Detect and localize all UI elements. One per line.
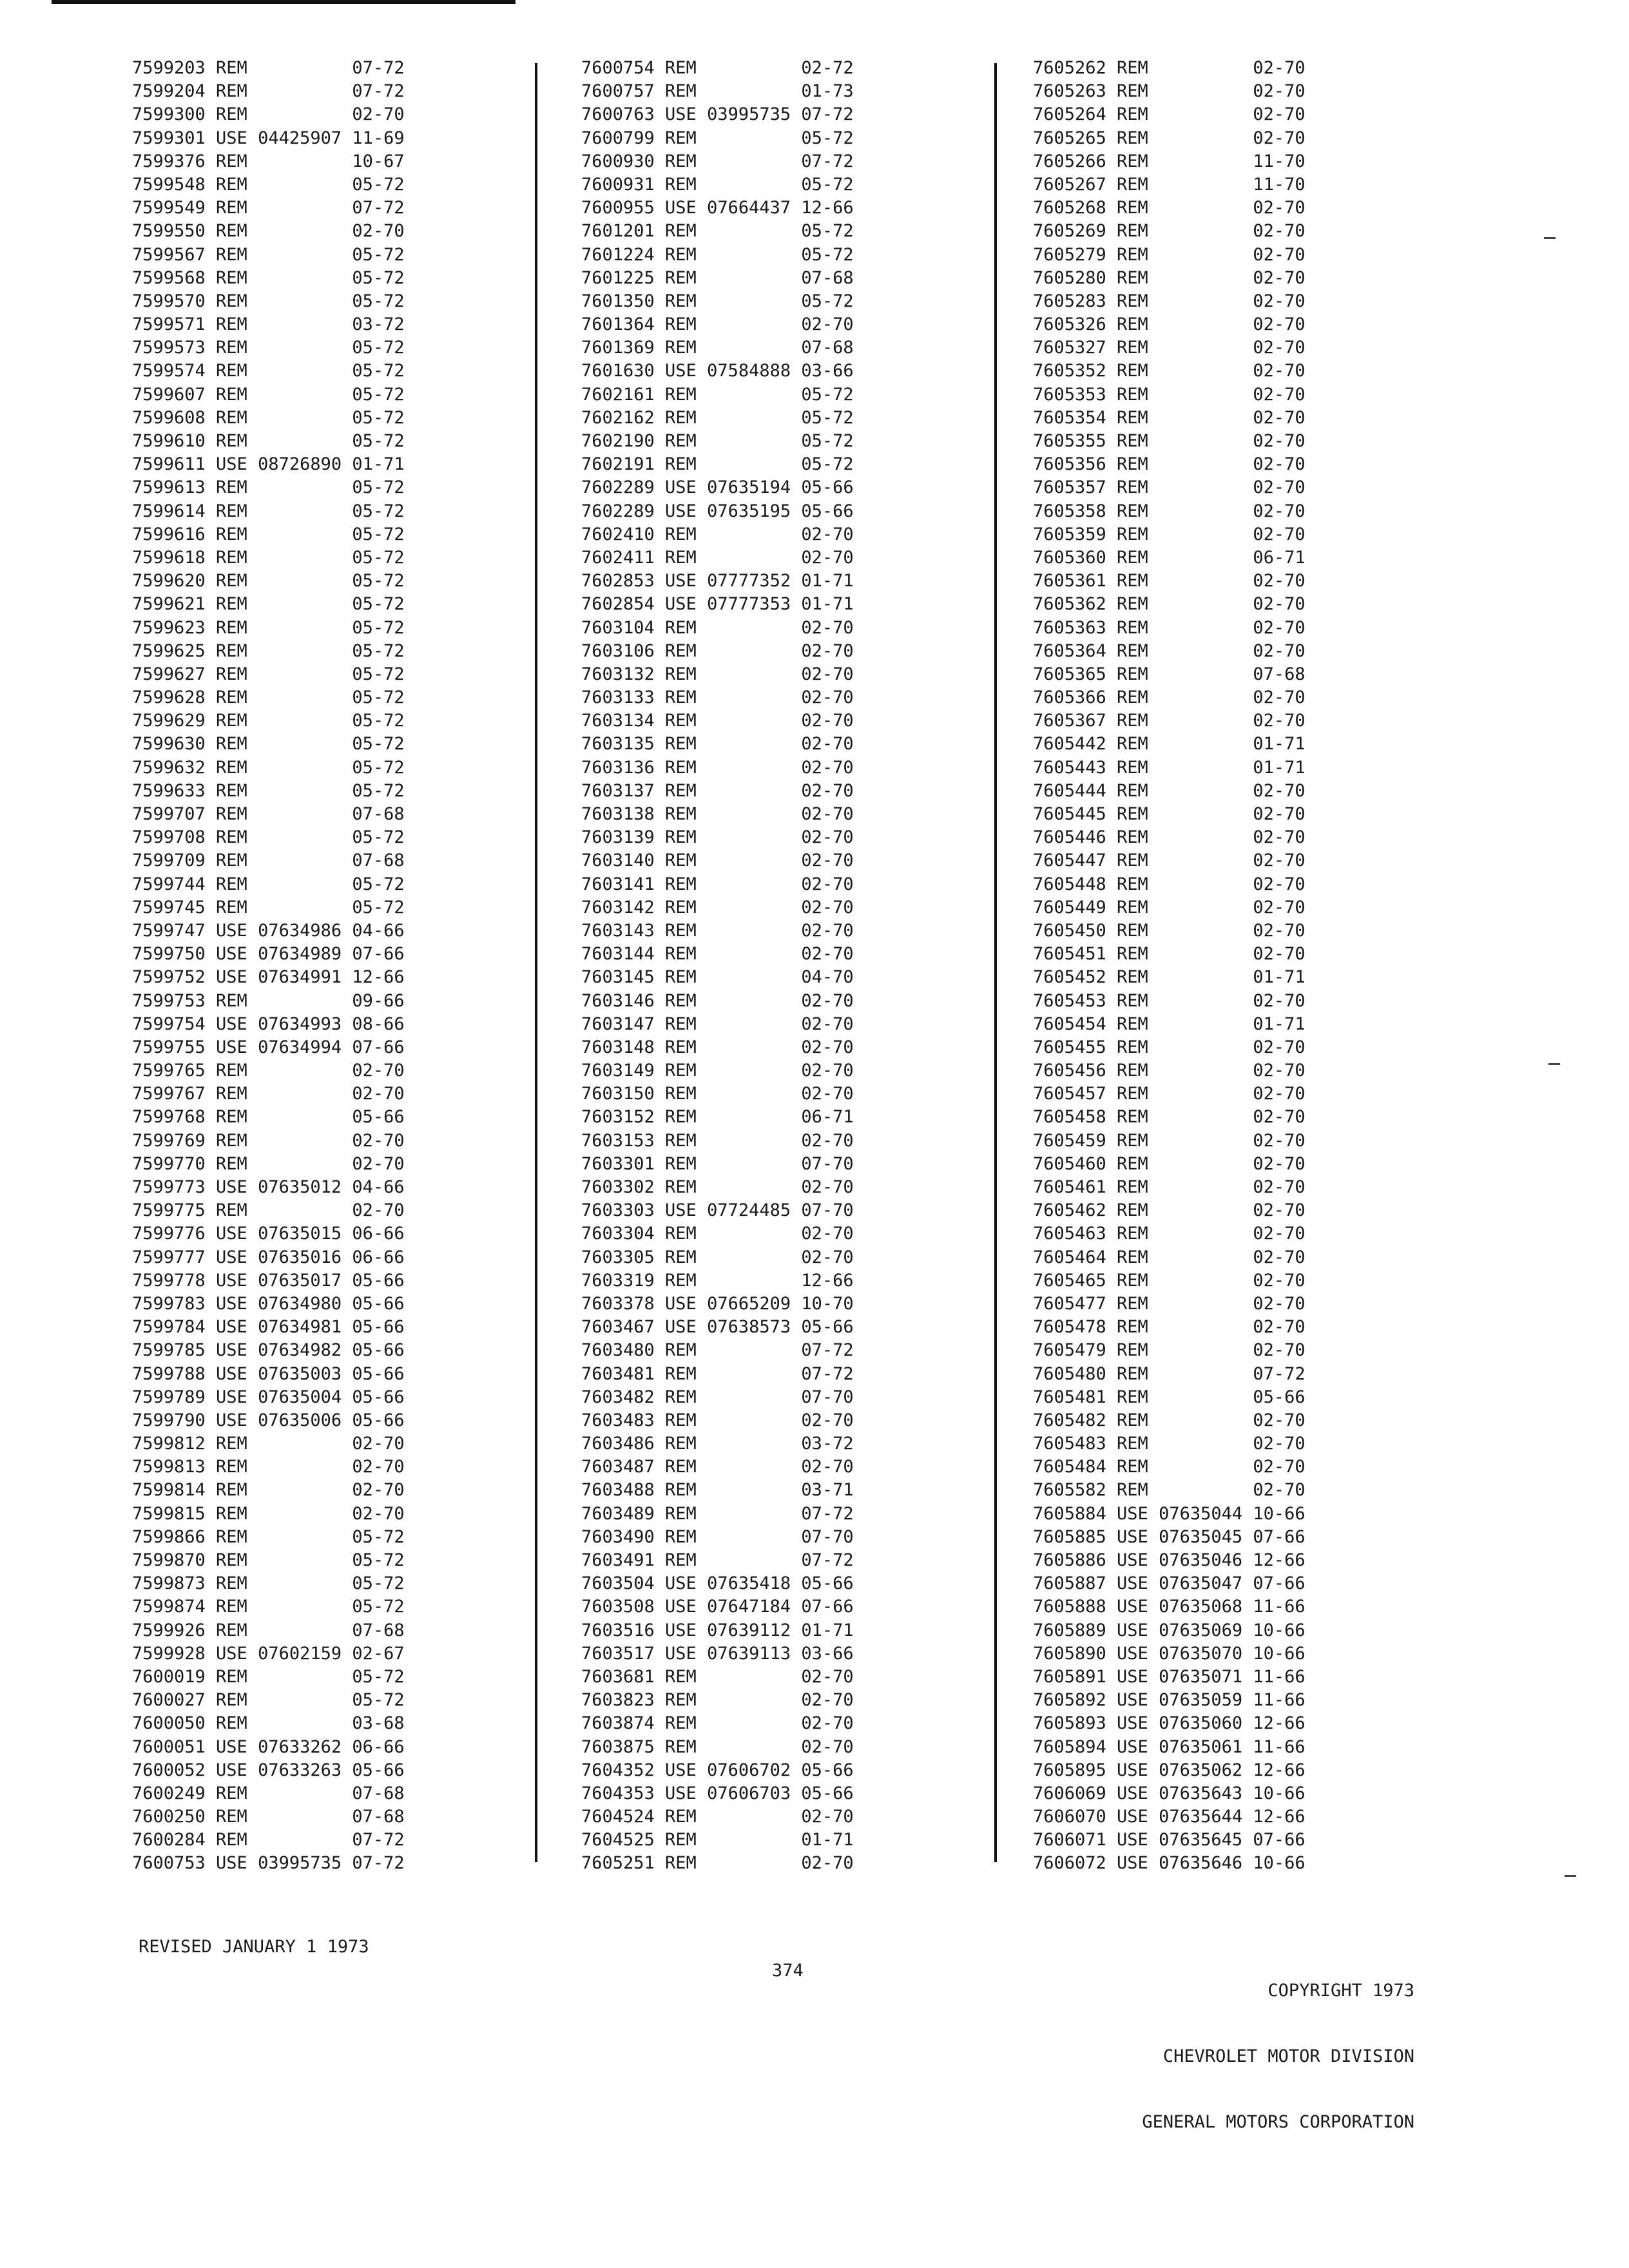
part-row: 7599747 USE 07634986 04-66 — [132, 920, 405, 941]
part-row: 7603133 REM 02-70 — [581, 687, 854, 708]
part-row: 7606069 USE 07635643 10-66 — [1033, 1783, 1306, 1803]
part-row: 7603136 REM 02-70 — [581, 757, 854, 778]
part-row: 7605365 REM 07-68 — [1033, 664, 1306, 684]
part-row: 7605358 REM 02-70 — [1033, 501, 1306, 521]
part-row: 7605279 REM 02-70 — [1033, 244, 1306, 265]
part-row: 7605890 USE 07635070 10-66 — [1033, 1643, 1306, 1664]
part-row: 7599633 REM 05-72 — [132, 780, 405, 801]
part-row: 7599775 REM 02-70 — [132, 1200, 405, 1221]
part-row: 7605894 USE 07635061 11-66 — [1033, 1736, 1306, 1757]
part-row: 7599745 REM 05-72 — [132, 897, 405, 918]
part-row: 7603481 REM 07-72 — [581, 1363, 854, 1384]
part-row: 7599866 REM 05-72 — [132, 1526, 405, 1547]
part-row: 7599707 REM 07-68 — [132, 804, 405, 824]
margin-mark — [1565, 1875, 1576, 1877]
part-row: 7599568 REM 05-72 — [132, 267, 405, 288]
part-row: 7606071 USE 07635645 07-66 — [1033, 1830, 1306, 1850]
part-row: 7605455 REM 02-70 — [1033, 1037, 1306, 1057]
part-row: 7605267 REM 11-70 — [1033, 174, 1306, 195]
part-row: 7605353 REM 02-70 — [1033, 384, 1306, 405]
part-row: 7599611 USE 08726890 01-71 — [132, 454, 405, 475]
part-row: 7599790 USE 07635006 05-66 — [132, 1410, 405, 1430]
part-row: 7599629 REM 05-72 — [132, 711, 405, 731]
part-row: 7600799 REM 05-72 — [581, 128, 854, 148]
part-row: 7605357 REM 02-70 — [1033, 477, 1306, 498]
part-row: 7599567 REM 05-72 — [132, 244, 405, 265]
part-row: 7599574 REM 05-72 — [132, 361, 405, 381]
part-row: 7605458 REM 02-70 — [1033, 1107, 1306, 1128]
part-row: 7600027 REM 05-72 — [132, 1690, 405, 1711]
part-row: 7599301 USE 04425907 11-69 — [132, 128, 405, 148]
part-row: 7601201 REM 05-72 — [581, 221, 854, 242]
part-row: 7599753 REM 09-66 — [132, 990, 405, 1011]
part-row: 7603483 REM 02-70 — [581, 1410, 854, 1430]
corporation-line: GENERAL MOTORS CORPORATION — [1142, 2112, 1414, 2132]
part-row: 7605479 REM 02-70 — [1033, 1340, 1306, 1361]
part-row: 7599620 REM 05-72 — [132, 571, 405, 591]
part-row: 7599770 REM 02-70 — [132, 1153, 405, 1174]
part-row: 7605461 REM 02-70 — [1033, 1177, 1306, 1197]
part-row: 7602190 REM 05-72 — [581, 431, 854, 451]
part-row: 7599300 REM 02-70 — [132, 104, 405, 125]
part-row: 7605452 REM 01-71 — [1033, 967, 1306, 988]
top-rule — [52, 0, 516, 4]
part-row: 7600050 REM 03-68 — [132, 1713, 405, 1734]
margin-mark — [1548, 1063, 1560, 1065]
part-row: 7605462 REM 02-70 — [1033, 1200, 1306, 1221]
part-row: 7603875 REM 02-70 — [581, 1736, 854, 1757]
part-row: 7601369 REM 07-68 — [581, 338, 854, 358]
part-row: 7600250 REM 07-68 — [132, 1807, 405, 1827]
part-row: 7605477 REM 02-70 — [1033, 1293, 1306, 1314]
part-row: 7603153 REM 02-70 — [581, 1130, 854, 1151]
part-row: 7603137 REM 02-70 — [581, 780, 854, 801]
part-row: 7605449 REM 02-70 — [1033, 897, 1306, 918]
copyright-block — [1142, 1936, 1414, 2155]
part-row: 7605460 REM 02-70 — [1033, 1153, 1306, 1174]
part-row: 7599614 REM 05-72 — [132, 501, 405, 521]
part-row: 7602853 USE 07777352 01-71 — [581, 571, 854, 591]
part-row: 7599755 USE 07634994 07-66 — [132, 1037, 405, 1057]
part-row: 7603148 REM 02-70 — [581, 1037, 854, 1057]
part-row: 7605465 REM 02-70 — [1033, 1270, 1306, 1291]
part-row: 7605886 USE 07635046 12-66 — [1033, 1550, 1306, 1570]
part-row: 7599607 REM 05-72 — [132, 384, 405, 405]
part-row: 7605265 REM 02-70 — [1033, 128, 1306, 148]
part-row: 7602162 REM 05-72 — [581, 407, 854, 428]
part-row: 7603489 REM 07-72 — [581, 1503, 854, 1524]
part-row: 7599610 REM 05-72 — [132, 431, 405, 451]
part-row: 7599632 REM 05-72 — [132, 757, 405, 778]
part-row: 7605464 REM 02-70 — [1033, 1247, 1306, 1267]
column-divider-2 — [994, 63, 997, 1862]
part-row: 7603467 USE 07638573 05-66 — [581, 1317, 854, 1338]
part-row: 7599204 REM 07-72 — [132, 81, 405, 102]
part-row: 7603874 REM 02-70 — [581, 1713, 854, 1734]
part-row: 7603516 USE 07639112 01-71 — [581, 1620, 854, 1640]
part-row: 7601350 REM 05-72 — [581, 291, 854, 311]
part-row: 7605451 REM 02-70 — [1033, 944, 1306, 965]
part-row: 7601225 REM 07-68 — [581, 267, 854, 288]
part-row: 7600955 USE 07664437 12-66 — [581, 198, 854, 218]
part-row: 7599815 REM 02-70 — [132, 1503, 405, 1524]
part-row: 7603106 REM 02-70 — [581, 640, 854, 661]
part-row: 7599549 REM 07-72 — [132, 198, 405, 218]
part-row: 7605453 REM 02-70 — [1033, 990, 1306, 1011]
part-row: 7603146 REM 02-70 — [581, 990, 854, 1011]
part-row: 7603378 USE 07665209 10-70 — [581, 1293, 854, 1314]
part-row: 7605889 USE 07635069 10-66 — [1033, 1620, 1306, 1640]
part-row: 7602161 REM 05-72 — [581, 384, 854, 405]
part-row: 7603304 REM 02-70 — [581, 1224, 854, 1244]
part-row: 7599870 REM 05-72 — [132, 1550, 405, 1570]
part-row: 7603488 REM 03-71 — [581, 1480, 854, 1501]
part-row: 7603144 REM 02-70 — [581, 944, 854, 965]
part-row: 7605283 REM 02-70 — [1033, 291, 1306, 311]
part-row: 7605582 REM 02-70 — [1033, 1480, 1306, 1501]
margin-mark — [1544, 237, 1556, 239]
part-row: 7605364 REM 02-70 — [1033, 640, 1306, 661]
part-row: 7602410 REM 02-70 — [581, 524, 854, 544]
part-row: 7605443 REM 01-71 — [1033, 757, 1306, 778]
part-row: 7599550 REM 02-70 — [132, 221, 405, 242]
part-row: 7599778 USE 07635017 05-66 — [132, 1270, 405, 1291]
part-row: 7599548 REM 05-72 — [132, 174, 405, 195]
part-row: 7605891 USE 07635071 11-66 — [1033, 1666, 1306, 1687]
part-row: 7605888 USE 07635068 11-66 — [1033, 1597, 1306, 1617]
part-row: 7605892 USE 07635059 11-66 — [1033, 1690, 1306, 1711]
part-row: 7605264 REM 02-70 — [1033, 104, 1306, 125]
part-row: 7605262 REM 02-70 — [1033, 58, 1306, 78]
parts-column-3 — [1033, 57, 1306, 1876]
part-row: 7599623 REM 05-72 — [132, 617, 405, 638]
part-row: 7599752 USE 07634991 12-66 — [132, 967, 405, 988]
part-row: 7600757 REM 01-73 — [581, 81, 854, 102]
part-row: 7599785 USE 07634982 05-66 — [132, 1340, 405, 1361]
part-row: 7599616 REM 05-72 — [132, 524, 405, 544]
part-row: 7599812 REM 02-70 — [132, 1434, 405, 1454]
part-row: 7600931 REM 05-72 — [581, 174, 854, 195]
part-row: 7599789 USE 07635004 05-66 — [132, 1387, 405, 1407]
part-row: 7599768 REM 05-66 — [132, 1107, 405, 1128]
part-row: 7603140 REM 02-70 — [581, 850, 854, 871]
part-row: 7605445 REM 02-70 — [1033, 804, 1306, 824]
part-row: 7604524 REM 02-70 — [581, 1807, 854, 1827]
part-row: 7599628 REM 05-72 — [132, 687, 405, 708]
part-row: 7599618 REM 05-72 — [132, 547, 405, 568]
part-row: 7605360 REM 06-71 — [1033, 547, 1306, 568]
part-row: 7599873 REM 05-72 — [132, 1573, 405, 1594]
part-row: 7605367 REM 02-70 — [1033, 711, 1306, 731]
part-row: 7605355 REM 02-70 — [1033, 431, 1306, 451]
part-row: 7599630 REM 05-72 — [132, 734, 405, 754]
part-row: 7605359 REM 02-70 — [1033, 524, 1306, 544]
part-row: 7599754 USE 07634993 08-66 — [132, 1014, 405, 1034]
part-row: 7605463 REM 02-70 — [1033, 1224, 1306, 1244]
part-row: 7600930 REM 07-72 — [581, 151, 854, 171]
part-row: 7603145 REM 04-70 — [581, 967, 854, 988]
part-row: 7605887 USE 07635047 07-66 — [1033, 1573, 1306, 1594]
part-row: 7605447 REM 02-70 — [1033, 850, 1306, 871]
part-row: 7605895 USE 07635062 12-66 — [1033, 1760, 1306, 1780]
part-row: 7599708 REM 05-72 — [132, 827, 405, 848]
column-divider-1 — [535, 63, 537, 1862]
part-row: 7605459 REM 02-70 — [1033, 1130, 1306, 1151]
part-row: 7605885 USE 07635045 07-66 — [1033, 1526, 1306, 1547]
part-row: 7605361 REM 02-70 — [1033, 571, 1306, 591]
part-row: 7599776 USE 07635015 06-66 — [132, 1224, 405, 1244]
part-row: 7603681 REM 02-70 — [581, 1666, 854, 1687]
part-row: 7605478 REM 02-70 — [1033, 1317, 1306, 1338]
part-row: 7599621 REM 05-72 — [132, 594, 405, 615]
part-row: 7602289 USE 07635194 05-66 — [581, 477, 854, 498]
part-row: 7600051 USE 07633262 06-66 — [132, 1736, 405, 1757]
part-row: 7599777 USE 07635016 06-66 — [132, 1247, 405, 1267]
part-row: 7599874 REM 05-72 — [132, 1597, 405, 1617]
part-row: 7602411 REM 02-70 — [581, 547, 854, 568]
part-row: 7603490 REM 07-70 — [581, 1526, 854, 1547]
part-row: 7603149 REM 02-70 — [581, 1061, 854, 1081]
part-row: 7605326 REM 02-70 — [1033, 314, 1306, 335]
part-row: 7606070 USE 07635644 12-66 — [1033, 1807, 1306, 1827]
part-row: 7599709 REM 07-68 — [132, 850, 405, 871]
part-row: 7601224 REM 05-72 — [581, 244, 854, 265]
part-row: 7600284 REM 07-72 — [132, 1830, 405, 1850]
revision-note: REVISED JANUARY 1 1973 — [139, 1937, 369, 1957]
part-row: 7605450 REM 02-70 — [1033, 920, 1306, 941]
part-row: 7599608 REM 05-72 — [132, 407, 405, 428]
part-row: 7603504 USE 07635418 05-66 — [581, 1573, 854, 1594]
part-row: 7603823 REM 02-70 — [581, 1690, 854, 1711]
part-row: 7605480 REM 07-72 — [1033, 1363, 1306, 1384]
part-row: 7599773 USE 07635012 04-66 — [132, 1177, 405, 1197]
part-row: 7602191 REM 05-72 — [581, 454, 854, 475]
part-row: 7605456 REM 02-70 — [1033, 1061, 1306, 1081]
part-row: 7604352 USE 07606702 05-66 — [581, 1760, 854, 1780]
part-row: 7599926 REM 07-68 — [132, 1620, 405, 1640]
part-row: 7601364 REM 02-70 — [581, 314, 854, 335]
part-row: 7605251 REM 02-70 — [581, 1853, 854, 1874]
part-row: 7599928 USE 07602159 02-67 — [132, 1643, 405, 1664]
page-number: 374 — [772, 1961, 804, 1981]
part-row: 7599784 USE 07634981 05-66 — [132, 1317, 405, 1338]
part-row: 7603305 REM 02-70 — [581, 1247, 854, 1267]
part-row: 7600052 USE 07633263 05-66 — [132, 1760, 405, 1780]
part-row: 7605884 USE 07635044 10-66 — [1033, 1503, 1306, 1524]
part-row: 7603301 REM 07-70 — [581, 1153, 854, 1174]
part-row: 7603138 REM 02-70 — [581, 804, 854, 824]
part-row: 7603134 REM 02-70 — [581, 711, 854, 731]
part-row: 7603302 REM 02-70 — [581, 1177, 854, 1197]
part-row: 7605484 REM 02-70 — [1033, 1457, 1306, 1477]
part-row: 7605442 REM 01-71 — [1033, 734, 1306, 754]
part-row: 7605363 REM 02-70 — [1033, 617, 1306, 638]
part-row: 7599571 REM 03-72 — [132, 314, 405, 335]
part-row: 7603486 REM 03-72 — [581, 1434, 854, 1454]
part-row: 7605268 REM 02-70 — [1033, 198, 1306, 218]
part-row: 7605481 REM 05-66 — [1033, 1387, 1306, 1407]
part-row: 7605327 REM 02-70 — [1033, 338, 1306, 358]
part-row: 7600763 USE 03995735 07-72 — [581, 104, 854, 125]
part-row: 7599570 REM 05-72 — [132, 291, 405, 311]
part-row: 7605263 REM 02-70 — [1033, 81, 1306, 102]
part-row: 7604353 USE 07606703 05-66 — [581, 1783, 854, 1803]
part-row: 7605454 REM 01-71 — [1033, 1014, 1306, 1034]
part-row: 7599814 REM 02-70 — [132, 1480, 405, 1501]
part-row: 7605352 REM 02-70 — [1033, 361, 1306, 381]
part-row: 7605362 REM 02-70 — [1033, 594, 1306, 615]
part-row: 7603143 REM 02-70 — [581, 920, 854, 941]
parts-column-1 — [132, 57, 405, 1876]
part-row: 7599788 USE 07635003 05-66 — [132, 1363, 405, 1384]
part-row: 7605457 REM 02-70 — [1033, 1084, 1306, 1104]
part-row: 7599627 REM 05-72 — [132, 664, 405, 684]
part-row: 7599203 REM 07-72 — [132, 58, 405, 78]
part-row: 7599765 REM 02-70 — [132, 1061, 405, 1081]
part-row: 7604525 REM 01-71 — [581, 1830, 854, 1850]
part-row: 7603139 REM 02-70 — [581, 827, 854, 848]
part-row: 7599613 REM 05-72 — [132, 477, 405, 498]
part-row: 7603141 REM 02-70 — [581, 874, 854, 894]
part-row: 7601630 USE 07584888 03-66 — [581, 361, 854, 381]
parts-column-2 — [581, 57, 854, 1876]
part-row: 7603142 REM 02-70 — [581, 897, 854, 918]
part-row: 7599783 USE 07634980 05-66 — [132, 1293, 405, 1314]
part-row: 7603135 REM 02-70 — [581, 734, 854, 754]
part-row: 7603487 REM 02-70 — [581, 1457, 854, 1477]
part-row: 7600249 REM 07-68 — [132, 1783, 405, 1803]
part-row: 7599573 REM 05-72 — [132, 338, 405, 358]
part-row: 7599744 REM 05-72 — [132, 874, 405, 894]
part-row: 7599813 REM 02-70 — [132, 1457, 405, 1477]
part-row: 7605893 USE 07635060 12-66 — [1033, 1713, 1306, 1734]
part-row: 7603508 USE 07647184 07-66 — [581, 1597, 854, 1617]
part-row: 7603150 REM 02-70 — [581, 1084, 854, 1104]
part-row: 7605482 REM 02-70 — [1033, 1410, 1306, 1430]
part-row: 7602289 USE 07635195 05-66 — [581, 501, 854, 521]
part-row: 7599625 REM 05-72 — [132, 640, 405, 661]
part-row: 7605483 REM 02-70 — [1033, 1434, 1306, 1454]
part-row: 7603147 REM 02-70 — [581, 1014, 854, 1034]
copyright-line: COPYRIGHT 1973 — [1268, 1981, 1414, 2001]
part-row: 7599767 REM 02-70 — [132, 1084, 405, 1104]
part-row: 7600753 USE 03995735 07-72 — [132, 1853, 405, 1874]
part-row: 7602854 USE 07777353 01-71 — [581, 594, 854, 615]
part-row: 7599769 REM 02-70 — [132, 1130, 405, 1151]
part-row: 7605269 REM 02-70 — [1033, 221, 1306, 242]
part-row: 7603480 REM 07-72 — [581, 1340, 854, 1361]
part-row: 7603482 REM 07-70 — [581, 1387, 854, 1407]
part-row: 7605446 REM 02-70 — [1033, 827, 1306, 848]
part-row: 7603104 REM 02-70 — [581, 617, 854, 638]
part-row: 7599376 REM 10-67 — [132, 151, 405, 171]
part-row: 7603132 REM 02-70 — [581, 664, 854, 684]
division-line: CHEVROLET MOTOR DIVISION — [1162, 2046, 1414, 2066]
part-row: 7599750 USE 07634989 07-66 — [132, 944, 405, 965]
part-row: 7603491 REM 07-72 — [581, 1550, 854, 1570]
part-row: 7600019 REM 05-72 — [132, 1666, 405, 1687]
part-row: 7600754 REM 02-72 — [581, 58, 854, 78]
part-row: 7603303 USE 07724485 07-70 — [581, 1200, 854, 1221]
part-row: 7605354 REM 02-70 — [1033, 407, 1306, 428]
part-row: 7603152 REM 06-71 — [581, 1107, 854, 1128]
part-row: 7605444 REM 02-70 — [1033, 780, 1306, 801]
part-row: 7605266 REM 11-70 — [1033, 151, 1306, 171]
part-row: 7605366 REM 02-70 — [1033, 687, 1306, 708]
part-row: 7603319 REM 12-66 — [581, 1270, 854, 1291]
part-row: 7605356 REM 02-70 — [1033, 454, 1306, 475]
part-row: 7603517 USE 07639113 03-66 — [581, 1643, 854, 1664]
part-row: 7605280 REM 02-70 — [1033, 267, 1306, 288]
part-row: 7605448 REM 02-70 — [1033, 874, 1306, 894]
part-row: 7606072 USE 07635646 10-66 — [1033, 1853, 1306, 1874]
